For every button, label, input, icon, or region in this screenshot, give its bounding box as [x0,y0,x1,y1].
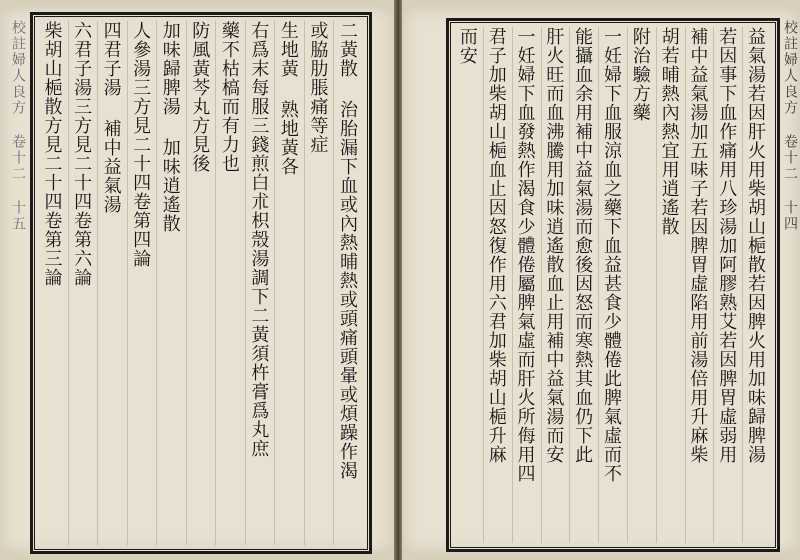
right-column-3: 補中益氣湯加五味子若因脾胃虛陷用前湯倍用升麻柴 [685,27,714,543]
left-column-2: 或脇肋脹痛等症 [304,21,334,545]
right-page [402,6,800,554]
right-column-4: 胡若晡熱內熱宜用逍遙散 [656,27,685,543]
right-column-7: 能攝血余用補中益氣湯而愈後因怒而寒熱其血仍下此 [569,27,598,543]
right-page-frame [446,18,780,552]
left-page [0,6,394,554]
left-margin-title: 校註婦人良方 卷十二 十五 [10,20,26,232]
left-column-4: 右爲末每服三錢煎白朮枳殼湯調下二黃須杵膏爲丸庶 [245,21,275,545]
right-column-5: 附治驗方藥 [627,27,656,543]
left-column-5: 藥不枯槁而有力也 [215,21,245,545]
left-column-11: 柴胡山梔散方見二十四卷第三論 [41,21,63,287]
right-column-8: 肝火旺而血沸騰用加味逍遙散血止用補中益氣湯而安 [541,27,570,543]
right-column-11: 而安 [456,27,478,65]
left-column-3: 生地黃 熟地黃各 [274,21,304,545]
left-column-6: 防風黃芩丸方見後 [186,21,216,545]
right-text-columns [455,27,771,543]
left-column-9: 四君子湯 補中益氣湯 [97,21,127,545]
left-column-10: 六君子湯三方見二十四卷第六論 [68,21,98,545]
right-column-2: 若因事下血作痛用八珍湯加阿膠熟艾若因脾胃虛弱用 [713,27,742,543]
right-column-1: 益氣湯若因肝火用柴胡山梔散若因脾火用加味歸脾湯 [742,27,771,543]
right-column-10: 君子加柴胡山梔血止因怒復作用六君加柴胡山梔升麻 [483,27,512,543]
left-page-frame [30,12,372,554]
left-column-1: 二黃散 治胎漏下血或內熱晡熱或頭痛頭暈或煩躁作渴 [333,21,363,545]
right-margin-title: 校註婦人良方 卷十二 十四 [782,20,798,232]
right-column-6: 一妊婦下血服涼血之藥下血益甚食少體倦此脾氣虛而不 [598,27,627,543]
right-column-9: 一妊婦下血發熱作渴食少體倦屬脾氣虛而肝火所侮用四 [512,27,541,543]
left-column-8: 人參湯三方見二十四卷第四論 [127,21,157,545]
left-text-columns [39,21,363,545]
left-column-7: 加味歸脾湯 加味逍遙散 [156,21,186,545]
book-gutter [394,0,402,560]
